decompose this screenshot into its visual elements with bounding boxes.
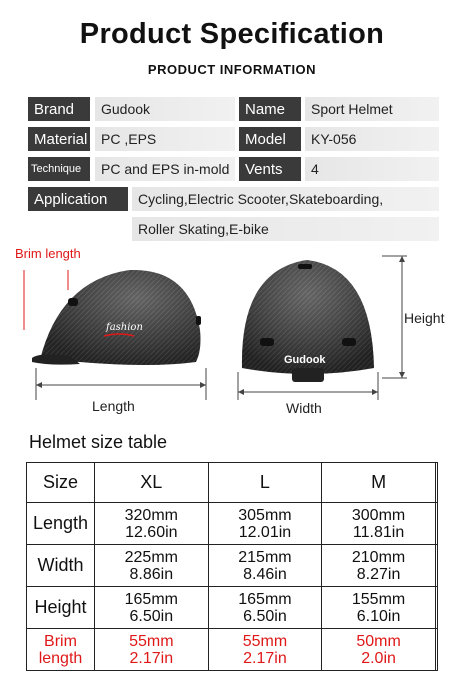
row-name: Length bbox=[27, 503, 95, 545]
brim-length-label: Brim length bbox=[15, 246, 81, 261]
application-value-line1: Cycling,Electric Scooter,Skateboarding, bbox=[132, 187, 439, 211]
helmet-side-diagram bbox=[20, 250, 220, 410]
table-cell: 55mm 2.17in bbox=[208, 629, 322, 671]
table-cell: 300mm 11.81in bbox=[322, 503, 436, 545]
size-m: M bbox=[322, 463, 436, 503]
table-cell: 50mm 2.0in bbox=[322, 629, 436, 671]
vents-label: Vents bbox=[239, 157, 301, 181]
empty-cell bbox=[435, 545, 437, 587]
table-cell: 305mm 12.01in bbox=[208, 503, 322, 545]
table-cell: 155mm 6.10in bbox=[322, 587, 436, 629]
size-l: L bbox=[208, 463, 322, 503]
name-value: Sport Helmet bbox=[305, 97, 439, 121]
table-cell: 210mm 8.27in bbox=[322, 545, 436, 587]
model-label: Model bbox=[239, 127, 301, 151]
table-cell: 165mm 6.50in bbox=[208, 587, 322, 629]
application-label: Application bbox=[28, 187, 128, 211]
table-row-brim bbox=[27, 629, 438, 671]
size-header-row bbox=[27, 463, 438, 503]
page-title: Product Specification bbox=[79, 18, 385, 50]
length-label: Length bbox=[92, 398, 135, 414]
model-value: KY-056 bbox=[305, 127, 439, 151]
table-cell: 225mm 8.86in bbox=[95, 545, 209, 587]
size-table bbox=[26, 462, 438, 671]
helmet-back-diagram bbox=[232, 250, 412, 410]
application-value-line2: Roller Skating,E-bike bbox=[132, 217, 439, 241]
side-logo: fashion bbox=[106, 322, 143, 333]
back-logo: Gudook bbox=[284, 354, 326, 366]
technique-value: PC and EPS in-mold bbox=[95, 157, 235, 181]
empty-cell bbox=[435, 463, 437, 503]
vents-value: 4 bbox=[305, 157, 439, 181]
table-row bbox=[27, 587, 438, 629]
table-row bbox=[27, 503, 438, 545]
empty-cell bbox=[435, 503, 437, 545]
height-label: Height bbox=[404, 310, 445, 326]
table-cell: 215mm 8.46in bbox=[208, 545, 322, 587]
page-subtitle: PRODUCT INFORMATION bbox=[147, 62, 317, 77]
table-cell: 165mm 6.50in bbox=[95, 587, 209, 629]
table-row bbox=[27, 545, 438, 587]
row-name: Brim length bbox=[27, 629, 95, 671]
size-table-heading: Helmet size table bbox=[29, 432, 168, 452]
empty-cell bbox=[435, 587, 437, 629]
brand-value: Gudook bbox=[95, 97, 235, 121]
size-label: Size bbox=[27, 463, 95, 503]
technique-label: Technique bbox=[28, 157, 90, 181]
material-label: Material bbox=[28, 127, 90, 151]
name-label: Name bbox=[239, 97, 301, 121]
material-value: PC ,EPS bbox=[95, 127, 235, 151]
brand-label: Brand bbox=[28, 97, 90, 121]
row-name: Height bbox=[27, 587, 95, 629]
table-cell: 55mm 2.17in bbox=[95, 629, 209, 671]
row-name: Width bbox=[27, 545, 95, 587]
size-xl: XL bbox=[95, 463, 209, 503]
width-label: Width bbox=[286, 400, 322, 416]
table-cell: 320mm 12.60in bbox=[95, 503, 209, 545]
empty-cell bbox=[435, 629, 437, 671]
